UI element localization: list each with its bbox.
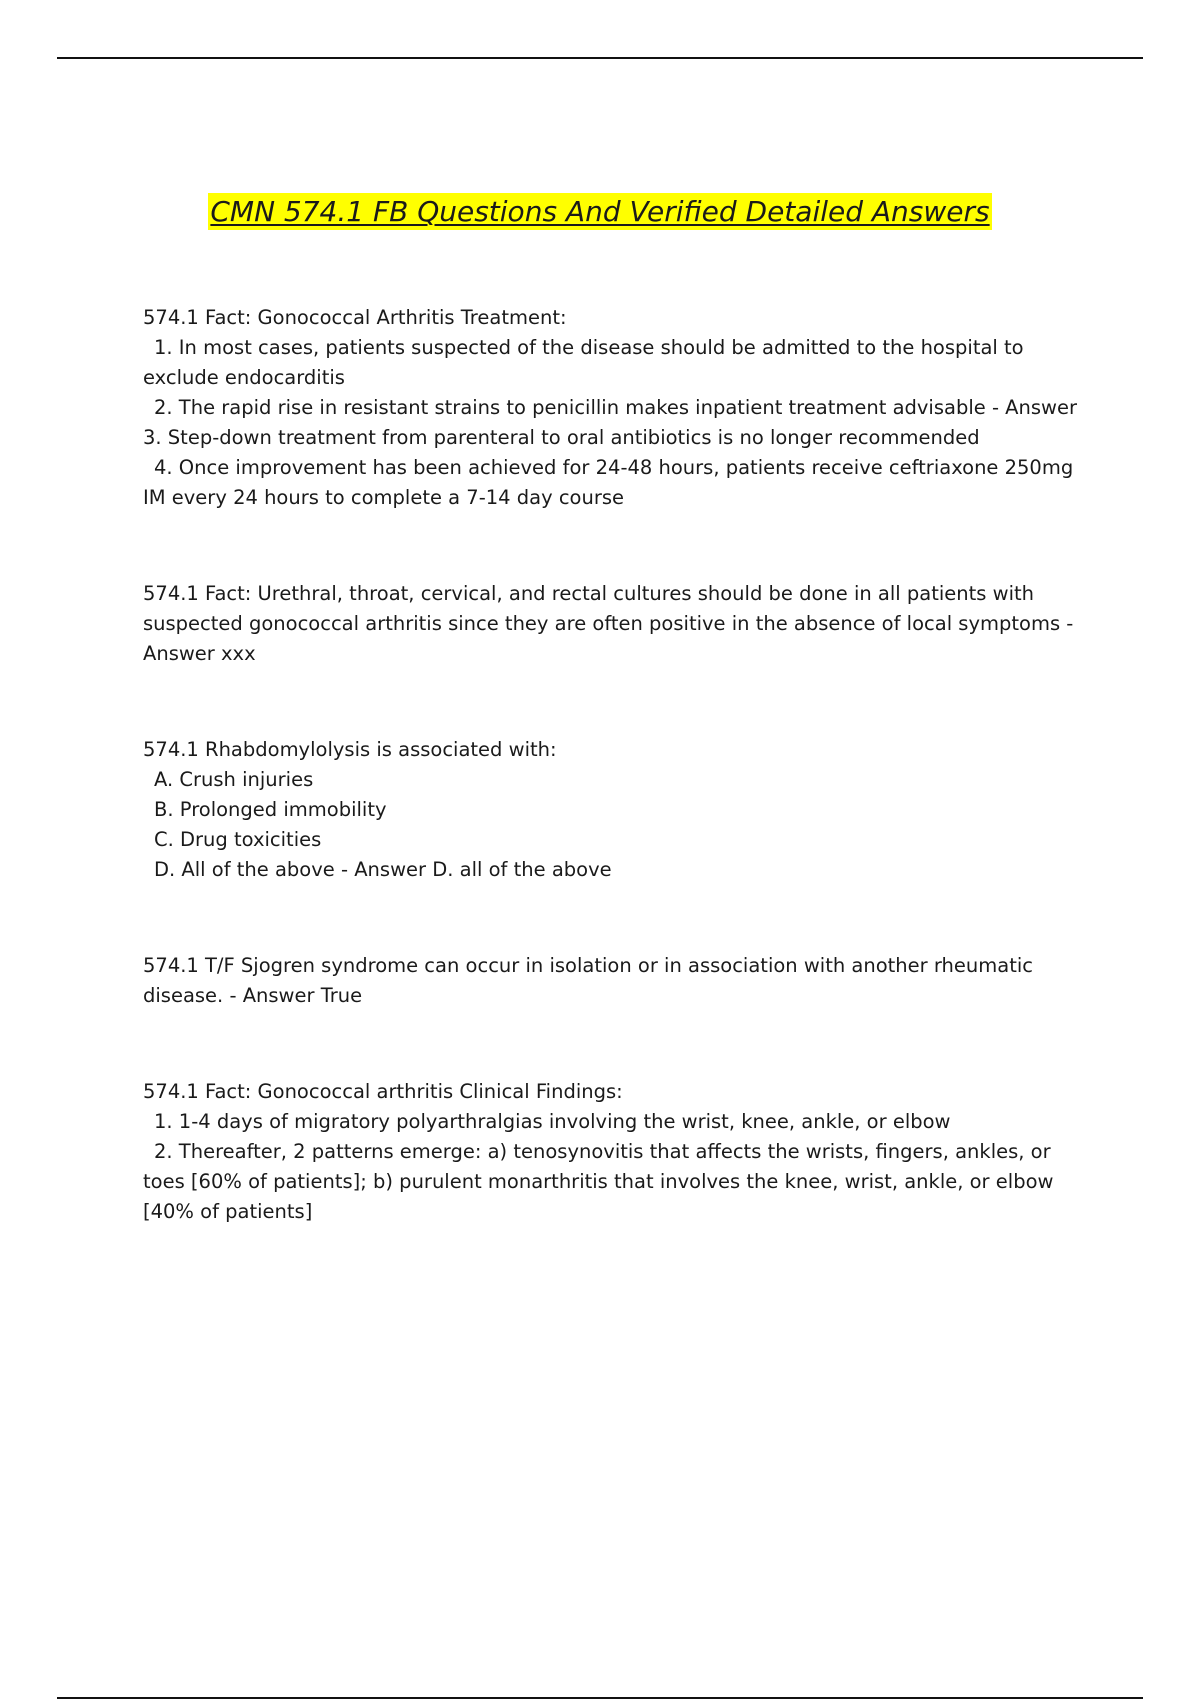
answer-option-a: A. Crush injuries [154,768,314,791]
section-spacer [143,885,1093,951]
document-title: CMN 574.1 FB Questions And Verified Detailed Answers [210,195,990,228]
section-item: 2. Thereafter, 2 patterns emerge: a) tenosynovitis that affects the wrists, fingers, ankles, or toes [60% of patients]; b) purulent monarthritis that involves the knee, wrist, ankle, or elbow [40% of patients] [143,1140,1054,1223]
section-item: 2. The rapid rise in resistant strains to penicillin makes inpatient treatment advisable - Answer 3. Step-down treatment from parenteral to oral antibiotics is no longer recommended [143,396,1078,449]
section-spacer [143,1011,1093,1077]
section-question: 574.1 Fact: Gonococcal arthritis Clinical Findings: [143,1080,623,1103]
document-body [143,303,1093,1227]
section-sjogren [143,951,1093,1011]
section-gonococcal-treatment [143,303,1093,513]
title-container [0,193,1200,230]
footer-rule [57,1697,1143,1699]
section-spacer [143,513,1093,579]
section-question: 574.1 Fact: Urethral, throat, cervical, and rectal cultures should be done in all patients with suspected gonococcal arthritis since they are often positive in the absence of local symptoms - Answer xxx [143,582,1074,665]
section-question: 574.1 Rhabdomylolysis is associated with: [143,738,557,761]
section-spacer [143,669,1093,735]
section-question: 574.1 T/F Sjogren syndrome can occur in isolation or in association with another rheumatic disease. - Answer True [143,954,1033,1007]
section-item: 4. Once improvement has been achieved for 24-48 hours, patients receive ceftriaxone 250mg IM every 24 hours to complete a 7-14 day course [143,456,1074,509]
section-gonococcal-findings [143,1077,1093,1227]
section-question: 574.1 Fact: Gonococcal Arthritis Treatment: [143,306,567,329]
section-rhabdomyolysis [143,735,1093,885]
answer-option-b: B. Prolonged immobility [154,798,387,821]
header-rule [57,57,1143,59]
section-item: 1. 1-4 days of migratory polyarthralgias involving the wrist, knee, ankle, or elbow [154,1110,951,1133]
answer-option-c: C. Drug toxicities [154,828,322,851]
answer-option-d: D. All of the above - Answer D. all of the above [154,858,612,881]
section-cultures [143,579,1093,669]
section-item: 1. In most cases, patients suspected of the disease should be admitted to the hospital to exclude endocarditis [143,336,1024,389]
